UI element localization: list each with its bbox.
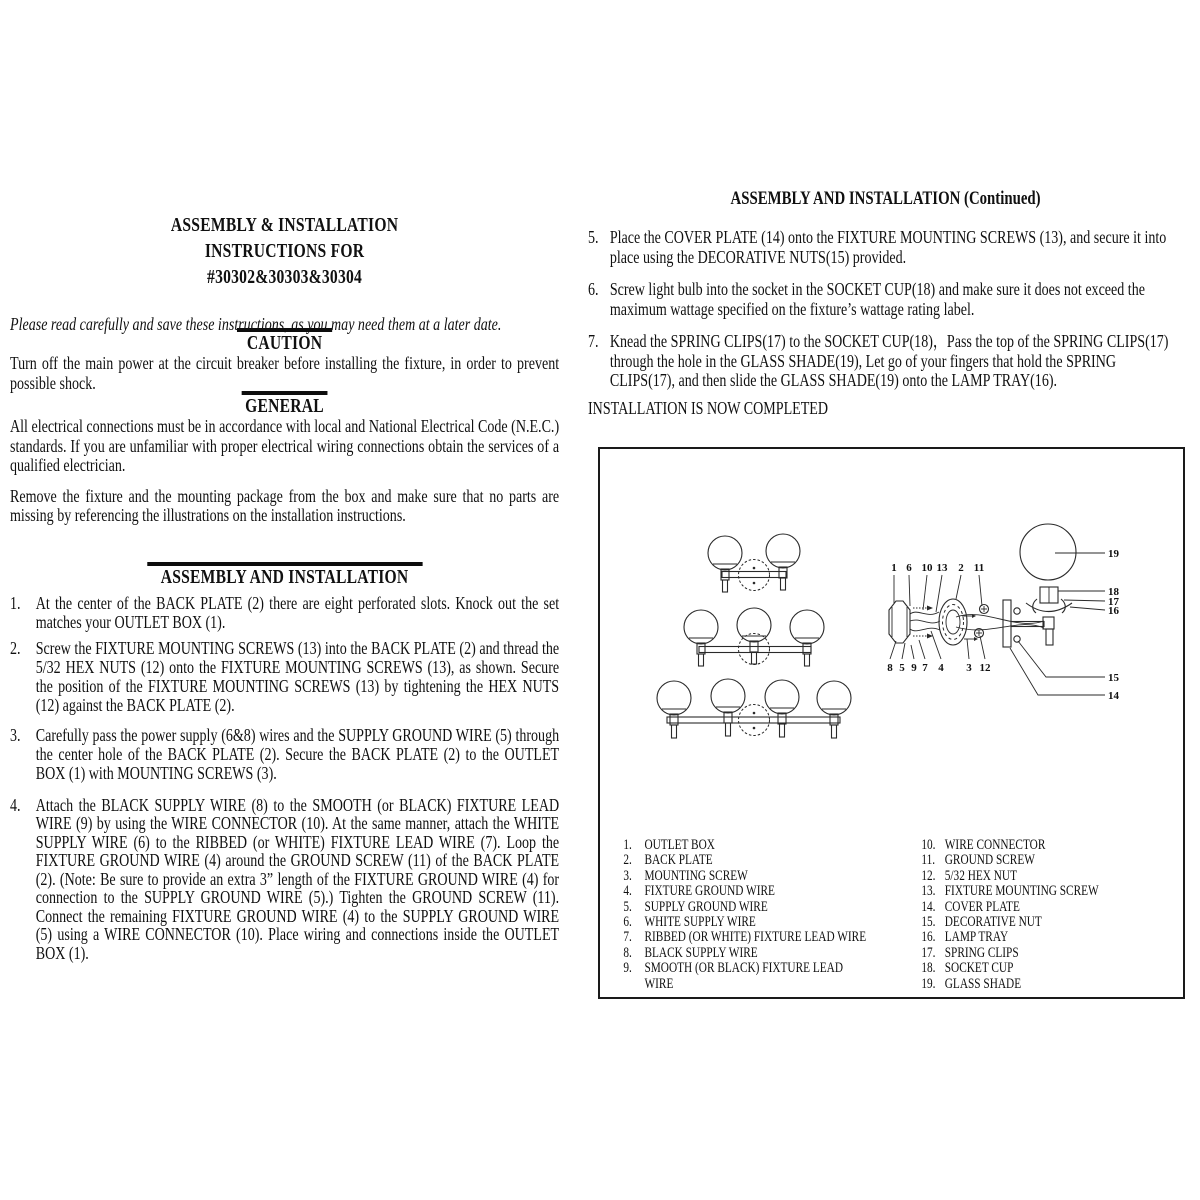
part-label: MOUNTING SCREW: [644, 867, 748, 884]
part-number: 4.: [623, 883, 632, 900]
part-item: [623, 838, 921, 853]
step-text: Screw light bulb into the socket in the SOCKET CUP(18) and make sure it does not exceed the maximum wattage specified on the fixture’s wattage rating label.: [609, 279, 1145, 319]
fixture-diagram: [600, 449, 1183, 835]
part-label: WHITE SUPPLY WIRE: [644, 914, 756, 931]
part-number: 18.: [921, 960, 936, 977]
general-body-2: Remove the fixture and the mounting package from the box and make sure that no parts are missing by referencing the illustrations on the installation instructions.: [10, 485, 560, 525]
part-label: GLASS SHADE: [944, 975, 1022, 992]
callout-label: 18: [1108, 586, 1119, 598]
callout-label: 16: [1108, 605, 1119, 617]
assembly-step-2: [10, 639, 559, 715]
step-number: 3.: [10, 724, 21, 745]
parts-diagram-box: [598, 447, 1185, 999]
part-number: 11.: [921, 852, 936, 869]
assembly-step-5: [588, 227, 1183, 267]
part-label: FIXTURE GROUND WIRE: [644, 883, 775, 900]
part-item: [623, 946, 921, 961]
part-item: [921, 946, 1183, 961]
doc-title-line: #30302&30303&30304: [207, 266, 363, 288]
left-column: [10, 212, 559, 962]
part-item: [921, 930, 1183, 945]
part-item: [921, 900, 1183, 915]
fixture-3-light-drawing: [684, 608, 824, 666]
part-item: [623, 884, 921, 899]
callout-label: 19: [1108, 548, 1119, 560]
part-label: COVER PLATE: [944, 898, 1020, 915]
installation-completed-note: INSTALLATION IS NOW COMPLETED: [588, 397, 829, 418]
step-text: Screw the FIXTURE MOUNTING SCREWS (13) into the BACK PLATE (2) and thread the 5/32 HEX NUTS (12) onto the FIXTURE MOUNTING SCREWS (13), as shown. Secure the position of the FIXTURE MOUNTING SCREWS (13) by tightening the HEX NUTS (12) against the BACK PLATE (2).: [35, 637, 560, 715]
part-label: LAMP TRAY: [944, 929, 1009, 946]
step-text: At the center of the BACK PLATE (2) there are eight perforated slots. Knock out the set matches your OUTLET BOX (1).: [35, 592, 560, 632]
part-item: [623, 900, 921, 915]
part-number: 6.: [623, 914, 632, 931]
part-item: [921, 838, 1183, 853]
part-number: 17.: [921, 944, 936, 961]
part-number: 9.: [623, 960, 632, 977]
part-number: 3.: [623, 867, 632, 884]
part-number: 19.: [921, 975, 936, 992]
step-number: 6.: [588, 279, 599, 299]
part-label: RIBBED (OR WHITE) FIXTURE LEAD WIRE: [644, 929, 867, 946]
callout-label: 12: [979, 662, 991, 674]
part-label: SOCKET CUP: [944, 960, 1014, 977]
callout-label: 9: [911, 662, 917, 674]
part-number: 10.: [921, 837, 936, 853]
step-text: Attach the BLACK SUPPLY WIRE (8) to the SMOOTH (or BLACK) FIXTURE LEAD WIRE (9) by using the WIRE CONNECTOR (10). At the same manner, attach the WHITE SUPPLY WIRE (6) to the RIBBED (or WHITE) FIXTURE LEAD WIRE (7). Loop the FIXTURE GROUND WIRE (4) around the GROUND SCREW (11) of the BACK PLATE (2). (Note: Be sure to provide an extra 3” length of the FIXTURE GROUND WIRE (4) for connection to the SUPPLY GROUND WIRE (5).) Tighten the GROUND SCREW (11). Connect the remaining FIXTURE GROUND WIRE (4) to the SUPPLY GROUND WIRE (5) using a WIRE CONNECTOR (10). Place wiring and connections inside the OUTLET BOX (1).: [35, 794, 560, 963]
callout-label: 17: [1108, 596, 1119, 608]
part-number: 13.: [921, 883, 936, 900]
part-item: [623, 915, 921, 930]
part-label: BACK PLATE: [644, 852, 713, 869]
callout-label: 8: [887, 662, 893, 674]
callout-label: 14: [1108, 690, 1119, 702]
part-item: [921, 961, 1183, 976]
part-number: 7.: [623, 929, 632, 946]
callout-label: 3: [966, 662, 972, 674]
step-number: 1.: [10, 592, 21, 613]
part-item: [921, 977, 1183, 992]
general-body-1: All electrical connections must be in accordance with local and National Electrical Code (N.E.C.) standards. If you are unfamiliar with proper electrical wiring connections obtain the services of a qualified electrician.: [10, 416, 560, 475]
callout-label: 11: [973, 562, 985, 574]
part-number: 2.: [623, 852, 632, 869]
callout-label: 13: [936, 562, 948, 574]
callout-label: 15: [1108, 672, 1119, 684]
step-number: 5.: [588, 227, 599, 247]
part-item: [921, 915, 1183, 930]
assembly-step-7: [588, 332, 1183, 391]
doc-title: [10, 212, 559, 290]
callout-label: 10: [921, 562, 933, 574]
part-label: 5/32 HEX NUT: [944, 867, 1018, 884]
assembly-step-1: [10, 594, 559, 632]
part-item: [623, 961, 921, 992]
caution-body: Turn off the main power at the circuit breaker before installing the fixture, in order to prevent possible shock.: [10, 353, 560, 393]
part-number: 15.: [921, 914, 936, 931]
part-label: DECORATIVE NUT: [944, 914, 1042, 931]
assembly-step-6: [588, 279, 1183, 319]
assembly-heading-text: ASSEMBLY AND INSTALLATION: [160, 565, 409, 588]
part-label: GROUND SCREW: [944, 852, 1035, 869]
assembly-continued-heading: ASSEMBLY AND INSTALLATION (Continued): [730, 188, 1041, 209]
assembly-step-3: [10, 726, 559, 783]
part-label: FIXTURE MOUNTING SCREW: [944, 883, 1099, 900]
part-item: [921, 853, 1183, 868]
part-number: 12.: [921, 867, 936, 884]
part-item: [623, 930, 921, 945]
step-number: 4.: [10, 794, 21, 815]
parts-list-left: [600, 838, 921, 992]
general-heading-text: GENERAL: [245, 395, 324, 417]
part-item: [921, 884, 1183, 899]
part-label: BLACK SUPPLY WIRE: [644, 944, 758, 961]
part-number: 8.: [623, 944, 632, 961]
general-heading: [10, 391, 559, 417]
callout-label: 7: [922, 662, 928, 674]
exploded-assembly-drawing: [889, 524, 1076, 647]
callout-label: 1: [891, 562, 897, 574]
part-item: [623, 869, 921, 884]
part-number: 1.: [623, 837, 632, 853]
caution-heading-text: CAUTION: [246, 332, 323, 354]
doc-title-line: ASSEMBLY & INSTALLATION: [170, 214, 399, 236]
parts-list-right: [921, 838, 1183, 992]
part-label: SPRING CLIPS: [944, 944, 1019, 961]
step-text: Knead the SPRING CLIPS(17) to the SOCKET CUP(18)，Pass the top of the SPRING CLIPS(17) through the hole in the GLASS SHADE(19), Let go of your fingers that hold the SPRING CLIPS(17), and then slide the GLASS SHADE(19) onto the LAMP TRAY(16).: [609, 331, 1169, 390]
doc-title-line: INSTRUCTIONS FOR: [204, 240, 365, 262]
parts-list: [600, 838, 1183, 992]
part-number: 5.: [623, 898, 632, 915]
assembly-heading: [10, 562, 559, 588]
part-label: WIRE CONNECTOR: [944, 837, 1046, 853]
callout-label: 4: [938, 662, 944, 674]
callout-label: 5: [899, 662, 905, 674]
step-number: 2.: [10, 637, 21, 658]
part-number: 16.: [921, 929, 936, 946]
step-text: Place the COVER PLATE (14) onto the FIXTURE MOUNTING SCREWS (13), and secure it into place using the DECORATIVE NUTS(15) provided.: [609, 227, 1167, 267]
part-item: [921, 869, 1183, 884]
intro-note: Please read carefully and save these instructions, as you may need them at a later date.: [10, 314, 502, 334]
right-column: [588, 188, 1183, 419]
part-label: SUPPLY GROUND WIRE: [644, 898, 768, 915]
part-label: SMOOTH (OR BLACK) FIXTURE LEAD WIRE: [644, 960, 844, 992]
step-number: 7.: [588, 331, 599, 351]
step-text: Carefully pass the power supply (6&8) wires and the SUPPLY GROUND WIRE (5) through the center hole of the BACK PLATE (2). Secure the BACK PLATE (2) to the OUTLET BOX (1) with MOUNTING SCREWS (3).: [35, 724, 560, 783]
heading-rule: [147, 562, 422, 566]
part-label: OUTLET BOX: [644, 837, 715, 853]
fixture-4-light-drawing: [657, 679, 851, 738]
fixture-2-light-drawing: [708, 534, 800, 592]
assembly-step-4: [10, 796, 559, 963]
part-number: 14.: [921, 898, 936, 915]
part-item: [623, 853, 921, 868]
callout-label: 6: [906, 562, 912, 574]
callout-label: 2: [958, 562, 964, 574]
